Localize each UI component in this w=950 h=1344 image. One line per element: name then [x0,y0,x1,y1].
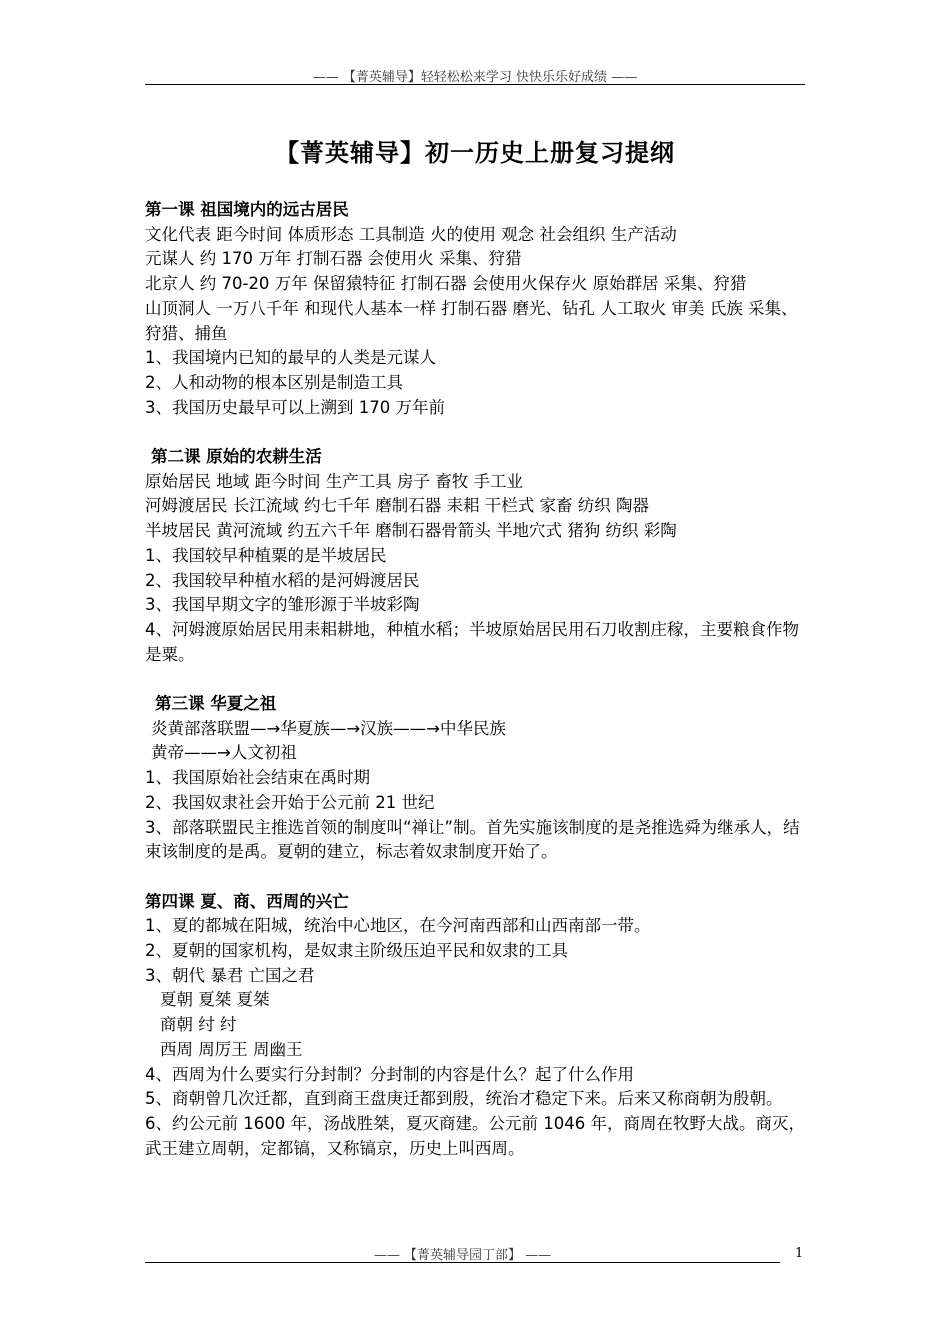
lesson1-line: 山顶洞人 一万八千年 和现代人基本一样 打制石器 磨光、钻孔 人工取火 审美 氏族 采集、狩猎、捕鱼 [145,298,798,343]
lesson1-heading: 第一课 祖国境内的远古居民 [145,200,349,219]
lesson2-line: 原始居民 地域 距今时间 生产工具 房子 畜牧 手工业 [145,471,523,491]
page-footer: —— 【菁英辅导园丁部】 —— [373,1248,552,1263]
lesson2-line: 4、河姆渡原始居民用耒耜耕地，种植水稻；半坡原始居民用石刀收割庄稼，主要粮食作物是粟。 [145,619,799,664]
lesson4-heading: 第四课 夏、商、西周的兴亡 [145,891,349,911]
lesson2-line: 3、我国早期文字的雏形源于半坡彩陶 [145,595,420,615]
lesson1-line: 3、我国历史最早可以上溯到 170 万年前 [145,397,445,417]
lesson1-line: 2、人和动物的根本区别是制造工具 [145,372,403,392]
spacer [145,667,810,692]
lesson1-line: 文化代表 距今时间 体质形态 工具制造 火的使用 观念 社会组织 生产活动 [145,224,677,244]
dynasty-row: 夏朝 夏桀 夏桀 [160,990,270,1010]
lesson1-line: 元谋人 约 170 万年 打制石器 会使用火 采集、狩猎 [145,249,522,269]
dynasty-row: 西周 周厉王 周幽王 [160,1039,303,1059]
lesson3-flow: 炎黄部落联盟—→华夏族—→汉族——→中华民族 [151,718,506,738]
lesson4-line: 6、约公元前 1600 年，汤战胜桀，夏灭商建。公元前 1046 年，商周在牧野大战。商灭，武王建立周朝，定都镐，又称镐京，历史上叫西周。 [145,1113,805,1158]
lesson3-heading: 第三课 华夏之祖 [155,694,277,714]
lesson4-line: 4、西周为什么要实行分封制？分封制的内容是什么？起了什么作用 [145,1064,634,1084]
lesson2-line: 半坡居民 黄河流域 约五六千年 磨制石器骨箭头 半地穴式 猪狗 纺织 彩陶 [145,521,677,541]
lesson4-line: 1、夏的都城在阳城，统治中心地区，在今河南西部和山西南部一带。 [145,916,651,936]
page-number: 1 [795,1246,804,1261]
dynasty-row: 商朝 纣 纣 [160,1015,237,1035]
lesson4-line: 3、朝代 暴君 亡国之君 [145,965,315,985]
spacer [145,420,810,445]
page-header: —— 【菁英辅导】轻轻松松来学习 快快乐乐好成绩 —— [312,70,638,85]
lesson2-line: 2、我国较早种植水稻的是河姆渡居民 [145,570,420,590]
footer-rule [145,1262,780,1263]
lesson2-line: 1、我国较早种植粟的是半坡居民 [145,545,387,565]
document-title: 【菁英辅导】初一历史上册复习提纲 [275,138,675,167]
lesson3-line: 1、我国原始社会结束在禹时期 [145,768,370,788]
lesson1-line: 1、我国境内已知的最早的人类是元谋人 [145,348,436,368]
lesson2-heading: 第二课 原始的农耕生活 [151,447,322,467]
lesson4-line: 2、夏朝的国家机构，是奴隶主阶级压迫平民和奴隶的工具 [145,941,568,961]
spacer [145,865,810,890]
lesson2-line: 河姆渡居民 长江流域 约七千年 磨制石器 耒耜 干栏式 家畜 纺织 陶器 [145,496,649,516]
lesson3-line: 3、部落联盟民主推选首领的制度叫“禅让”制。首先实施该制度的是尧推选舜为继承人，结束该制度的是禹。夏朝的建立，标志着奴隶制度开始了。 [145,817,800,862]
lesson4-line: 5、商朝曾几次迁都，直到商王盘庚迁都到殷，统治才稳定下来。后来又称商朝为殷朝。 [145,1089,783,1109]
header-rule [145,84,805,85]
document-body [145,198,810,1161]
lesson1-line: 北京人 约 70-20 万年 保留猿特征 打制石器 会使用火保存火 原始群居 采集、狩猎 [145,274,747,294]
lesson3-line: 2、我国奴隶社会开始于公元前 21 世纪 [145,792,435,812]
lesson3-flow: 黄帝——→人文初祖 [151,743,297,763]
